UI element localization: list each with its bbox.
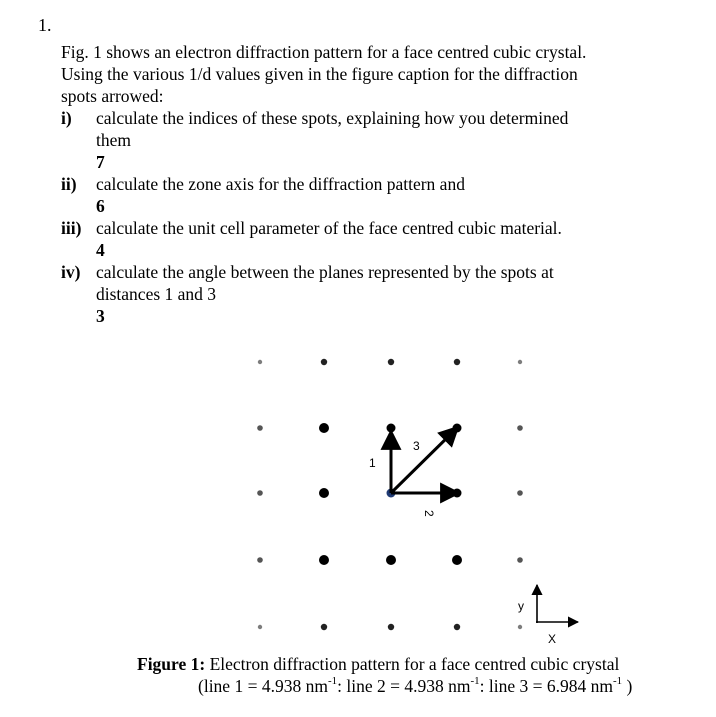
part-text: them [96,130,131,150]
line-2-label: 2 [422,510,436,517]
diffraction-spot [321,624,327,630]
caption-label: Figure 1: [137,654,206,674]
caption-values [198,675,632,697]
part-label: i) [61,108,72,128]
diffraction-spot [517,557,523,563]
part-label: iii) [61,218,82,238]
diffraction-spot [388,624,394,630]
figure-caption [137,653,619,675]
caption-part: (line 1 = 4.938 nm [198,676,328,696]
caption-part: : line 2 = 4.938 nm [337,676,471,696]
diffraction-spot [517,490,523,496]
part-text: distances 1 and 3 [96,284,217,304]
intro-line: Fig. 1 shows an electron diffraction pattern for a face centred cubic crystal. [61,42,587,62]
diffraction-spot [257,425,263,431]
diffraction-spot [321,359,327,365]
part-text: calculate the zone axis for the diffraction pattern and [96,174,465,194]
diffraction-spot [319,423,329,433]
question-number: 1. [38,15,52,35]
diffraction-spot [518,360,522,364]
caption-exponent: -1 [612,675,623,688]
diffraction-spot [518,625,522,629]
part-marks: 6 [96,196,105,216]
diffraction-spot [452,555,462,565]
diffraction-spot [257,557,263,563]
part-text: calculate the indices of these spots, explaining how you determined [96,108,569,128]
caption-exponent: -1 [327,675,338,688]
part-marks: 7 [96,152,105,172]
part-text: calculate the unit cell parameter of the face centred cubic material. [96,218,562,238]
line-1-label: 1 [369,456,376,470]
diffraction-spot [386,555,396,565]
diffraction-spot [257,490,263,496]
caption-part: ) [622,676,633,696]
caption-title: Electron diffraction pattern for a face centred cubic crystal [205,654,620,674]
part-marks: 3 [96,306,105,326]
diffraction-spot [454,624,460,630]
y-axis-label: y [518,599,524,613]
part-marks: 4 [96,240,105,260]
intro-line: Using the various 1/d values given in the figure caption for the diffraction [61,64,578,84]
part-label: ii) [61,174,77,194]
diffraction-spot [454,359,460,365]
caption-part: : line 3 = 6.984 nm [479,676,613,696]
diffraction-spot [319,488,329,498]
part-label: iv) [61,262,81,282]
diffraction-spot [517,425,523,431]
line-3-arrow [391,427,458,493]
diffraction-spot [319,555,329,565]
diffraction-spot [258,360,262,364]
x-axis-label: X [548,632,557,646]
line-3-label: 3 [413,439,420,453]
diffraction-spot [388,359,394,365]
diffraction-spot [258,625,262,629]
intro-line: spots arrowed: [61,86,164,106]
caption-exponent: -1 [470,675,480,688]
part-text: calculate the angle between the planes represented by the spots at [96,262,554,282]
